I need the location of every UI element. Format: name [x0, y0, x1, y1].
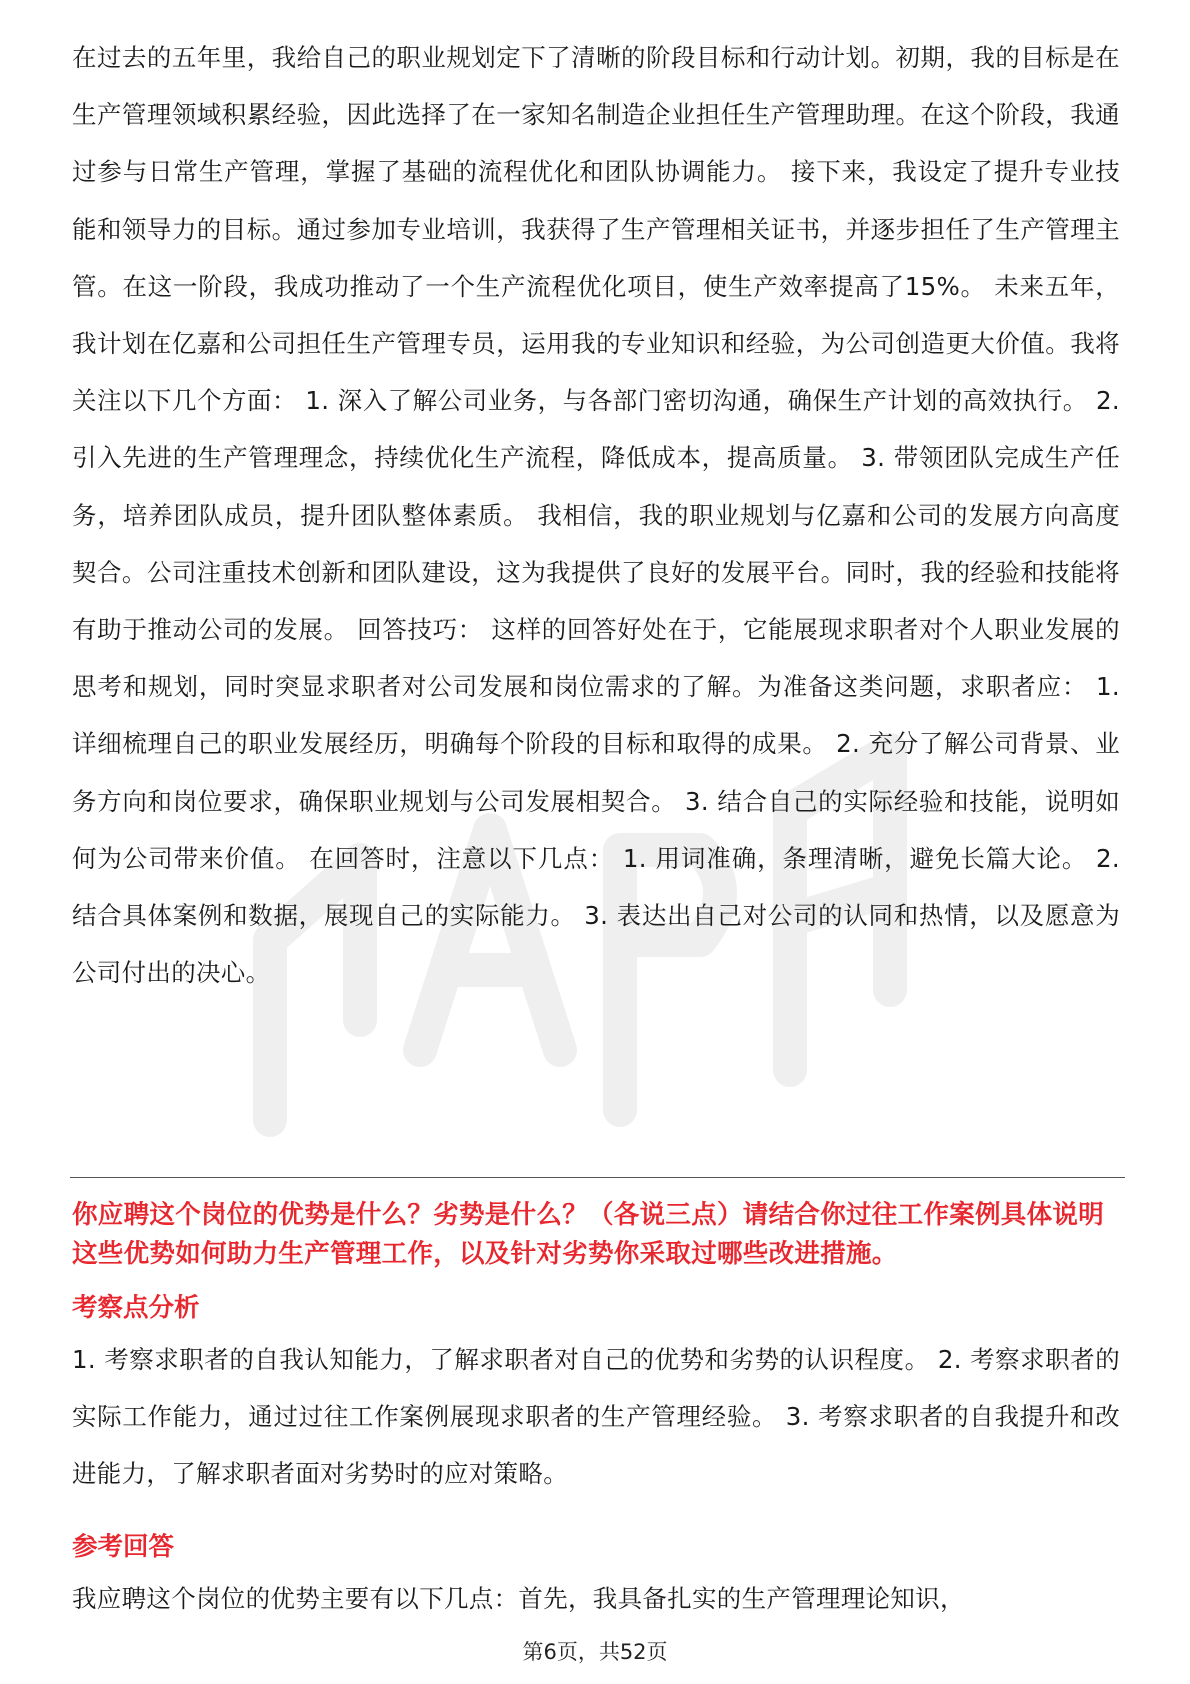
intro-paragraph: 在过去的五年里，我给自己的职业规划定下了清晰的阶段目标和行动计划。初期，我的目标是在生产管理领域积累经验，因此选择了在一家知名制造企业担任生产管理助理。在这个阶段，我通过参与日常生产管理，掌握了基础的流程优化和团队协调能力。 接下来，我设定了提升专业技能和领导力的目标。通过参加专业培训，我获得了生产管理相关证书，并逐步担任了生产管理主管。在这一阶段，我成功推动了一个生产流程优化项目，使生产效率提高了15%。 未来五年，我计划在亿嘉和公司担任生产管理专员，运用我的专业知识和经验，为公司创造更大价值。我将关注以下几个方面： 1. 深入了解公司业务，与各部门密切沟通，确保生产计划的高效执行。 2. 引入先进的生产管理理念，持续优化生产流程，降低成本，提高质量。 3. 带领团队完成生产任务，培养团队成员，提升团队整体素质。 我相信，我的职业规划与亿嘉和公司的发展方向高度契合。公司注重技术创新和团队建设，这为我提供了良好的发展平台。同时，我的经验和技能将有助于推动公司的发展。 回答技巧： 这样的回答好处在于，它能展现求职者对个人职业发展的思考和规划，同时突显求职者对公司发展和岗位需求的了解。为准备这类问题，求职者应： 1. 详细梳理自己的职业发展经历，明确每个阶段的目标和取得的成果。 2. 充分了解公司背景、业务方向和岗位要求，确保职业规划与公司发展相契合。 3. 结合自己的实际经验和技能，说明如何为公司带来价值。 在回答时，注意以下几点： 1. 用词准确，条理清晰，避免长篇大论。 2. 结合具体案例和数据，展现自己的实际能力。 3. 表达出自己对公司的认同和热情，以及愿意为公司付出的决心。: [72, 43, 1120, 988]
page-number-footer: 第6页，共52页: [522, 1640, 668, 1664]
section-divider: [70, 1177, 1125, 1178]
analysis-paragraph: 1. 考察求职者的自我认知能力，了解求职者对自己的优势和劣势的认识程度。 2. 考察求职者的实际工作能力，通过过往工作案例展现求职者的生产管理经验。 3. 考察求职者的自我提升和改进能力，了解求职者面对劣势时的应对策略。: [72, 1345, 1120, 1489]
answer-heading: 参考回答: [72, 1532, 175, 1562]
question-heading: 你应聘这个岗位的优势是什么？劣势是什么？（各说三点）请结合你过往工作案例具体说明这些优势如何助力生产管理工作，以及针对劣势你采取过哪些改进措施。: [72, 1200, 1105, 1269]
analysis-heading: 考察点分析: [72, 1293, 200, 1323]
answer-paragraph: 我应聘这个岗位的优势主要有以下几点：首先，我具备扎实的生产管理理论知识，: [72, 1584, 965, 1613]
